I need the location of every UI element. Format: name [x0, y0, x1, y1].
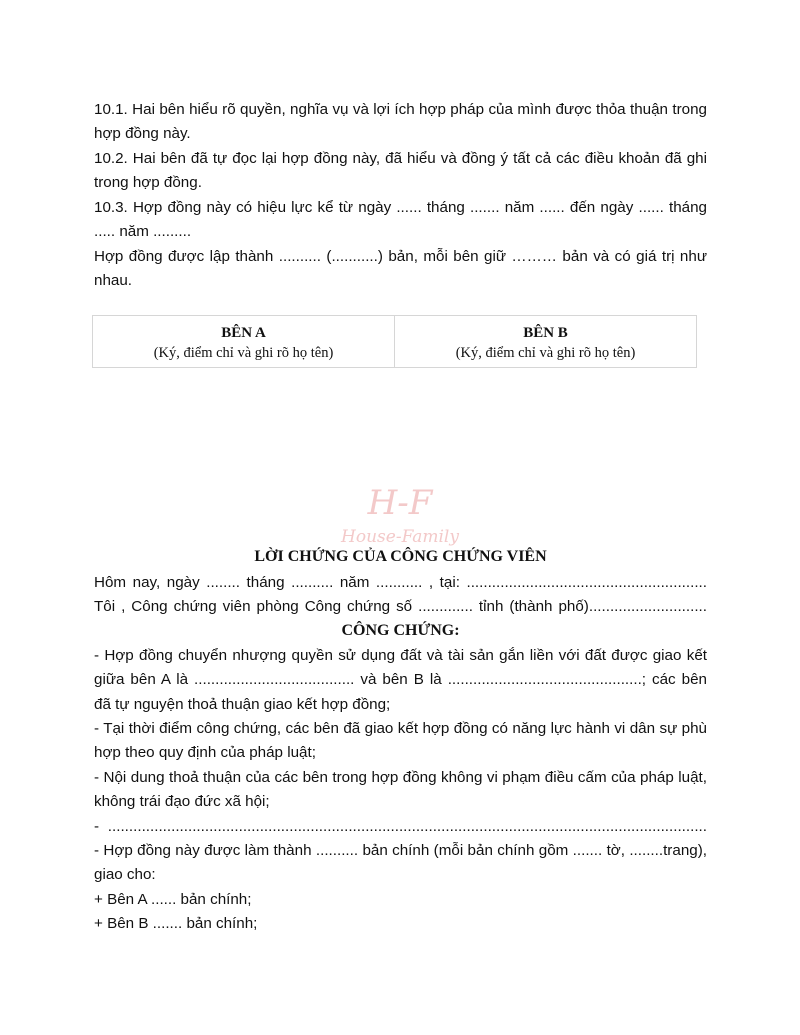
signature-cell-party-b [395, 316, 697, 368]
certification-subheading: CÔNG CHỨNG: [341, 622, 460, 639]
house-family-watermark [330, 480, 470, 550]
notary-point-3: - Nội dung thoả thuận của các bên trong hợp đồng không vi phạm điều cấm của pháp luật, không trái đạo đức xã hội; [94, 769, 707, 811]
signature-table [92, 315, 697, 368]
watermark-mark: H-F [367, 483, 433, 523]
notary-copy-b: + Bên B ....... bản chính; [94, 915, 258, 932]
notary-point-1: - Hợp đồng chuyển nhượng quyền sử dụng đất và tài sản gắn liền với đất được giao kết giữa bên A là ...................................... và bên B là ..............................................; các bên đã tự nguyện thoả thuận giao kết hợp đồng; [94, 647, 707, 713]
party-a-note: (Ký, điểm chỉ và ghi rõ họ tên) [153, 344, 334, 361]
copies-clause: Hợp đồng được lập thành .......... (...........) bản, mỗi bên giữ ……… bản và có giá trị như nhau. [94, 248, 707, 290]
notary-point-4: - .............................................................................................................................................. [94, 818, 707, 835]
party-b-title: BÊN B [523, 324, 568, 341]
clause-10-3: 10.3. Hợp đồng này có hiệu lực kể từ ngày ...... tháng ....... năm ...... đến ngày ...... tháng ..... năm ......... [94, 199, 707, 241]
notary-office-line: Tôi , Công chứng viên phòng Công chứng số ............. tỉnh (thành phố)............................ [94, 598, 707, 615]
clause-10-1: 10.1. Hai bên hiểu rõ quyền, nghĩa vụ và lợi ích hợp pháp của mình được thỏa thuận trong hợp đồng này. [94, 101, 707, 143]
notary-date-line: Hôm nay, ngày ........ tháng .......... năm ........... , tại: ......................................................... [94, 574, 707, 591]
clause-10-2: 10.2. Hai bên đã tự đọc lại hợp đồng này, đã hiểu và đồng ý tất cả các điều khoản đã ghi trong hợp đồng. [94, 150, 707, 192]
party-a-title: BÊN A [221, 324, 266, 341]
notary-heading: LỜI CHỨNG CỦA CÔNG CHỨNG VIÊN [254, 548, 547, 565]
party-b-note: (Ký, điểm chỉ và ghi rõ họ tên) [455, 344, 636, 361]
notary-copy-a: + Bên A ...... bản chính; [94, 891, 252, 908]
signature-cell-party-a [93, 316, 395, 368]
watermark-text: House-Family [341, 527, 459, 547]
notary-point-5: - Hợp đồng này được làm thành .......... bản chính (mỗi bản chính gồm ....... tờ, ........trang), giao cho: [94, 842, 707, 884]
notary-point-2: - Tại thời điểm công chứng, các bên đã giao kết hợp đồng có năng lực hành vi dân sự phù hợp theo quy định của pháp luật; [94, 720, 707, 762]
